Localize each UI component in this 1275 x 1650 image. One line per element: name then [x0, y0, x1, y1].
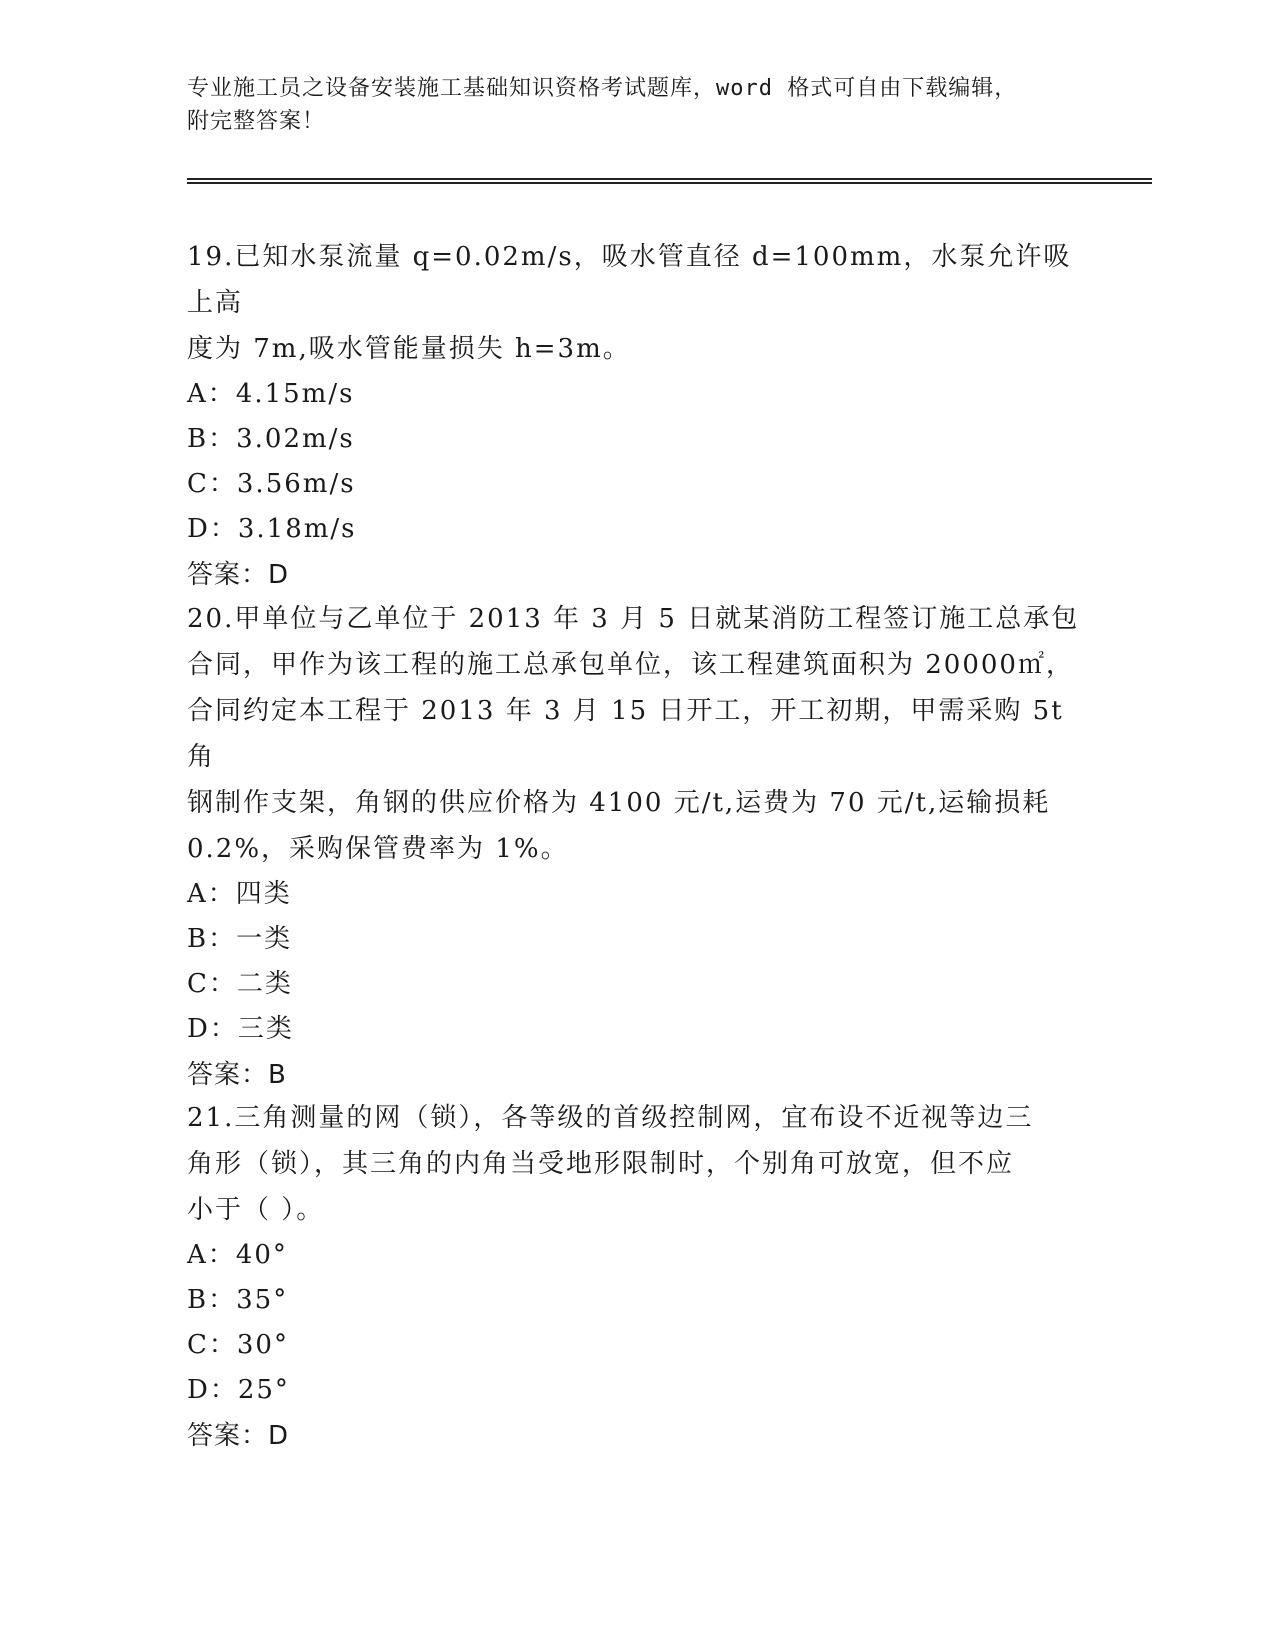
- option-c: C：3.56m/s: [187, 469, 356, 499]
- answer-line: 答案：D: [187, 1421, 290, 1451]
- stem-line: 19.已知水泵流量 q=0.02m/s，吸水管直径 d=100mm，水泵允许吸上高: [187, 242, 1072, 318]
- option-a: A：4.15m/s: [187, 379, 355, 409]
- answer-line: 答案：B: [187, 1060, 287, 1090]
- question-stem: [187, 596, 1087, 872]
- question-21: [187, 1095, 1087, 1459]
- question-20: [187, 596, 1087, 1098]
- stem-line: 合同，甲作为该工程的施工总承包单位，该工程建筑面积为 20000㎡，: [187, 650, 1074, 680]
- stem-line: 0.2%，采购保管费率为 1%。: [187, 834, 569, 864]
- stem-line: 钢制作支架，角钢的供应价格为 4100 元/t,运费为 70 元/t,运输损耗: [187, 788, 1051, 818]
- stem-line: 小于（ ）。: [187, 1195, 325, 1225]
- question-stem: [187, 234, 1087, 372]
- document-header: [187, 72, 1067, 138]
- stem-line: 度为 7m,吸水管能量损失 h=3m。: [187, 334, 631, 364]
- stem-line: 21.三角测量的网（锁），各等级的首级控制网，宜布设不近视等边三: [187, 1103, 1034, 1133]
- option-d: D：25°: [187, 1375, 290, 1405]
- stem-line: 合同约定本工程于 2013 年 3 月 15 日开工，开工初期，甲需采购 5t 角: [187, 696, 1064, 772]
- question-stem: [187, 1095, 1087, 1233]
- option-d: D：三类: [187, 1014, 294, 1044]
- stem-line: 角形（锁），其三角的内角当受地形限制时，个别角可放宽，但不应: [187, 1149, 1015, 1179]
- option-b: B：35°: [187, 1285, 289, 1315]
- answer-line: 答案：D: [187, 560, 290, 590]
- header-divider: [187, 178, 1152, 184]
- option-c: C：30°: [187, 1330, 289, 1360]
- option-a: A：四类: [187, 879, 292, 909]
- header-line: 附完整答案！: [187, 109, 326, 134]
- question-19: [187, 234, 1087, 598]
- option-b: B：一类: [187, 924, 293, 954]
- header-line: 专业施工员之设备安装施工基础知识资格考试题库，word 格式可自由下载编辑，: [187, 76, 1018, 101]
- option-a: A：40°: [187, 1240, 288, 1270]
- option-d: D：3.18m/s: [187, 514, 357, 544]
- stem-line: 20.甲单位与乙单位于 2013 年 3 月 5 日就某消防工程签订施工总承包: [187, 604, 1080, 634]
- option-b: B：3.02m/s: [187, 424, 355, 454]
- option-c: C：二类: [187, 969, 293, 999]
